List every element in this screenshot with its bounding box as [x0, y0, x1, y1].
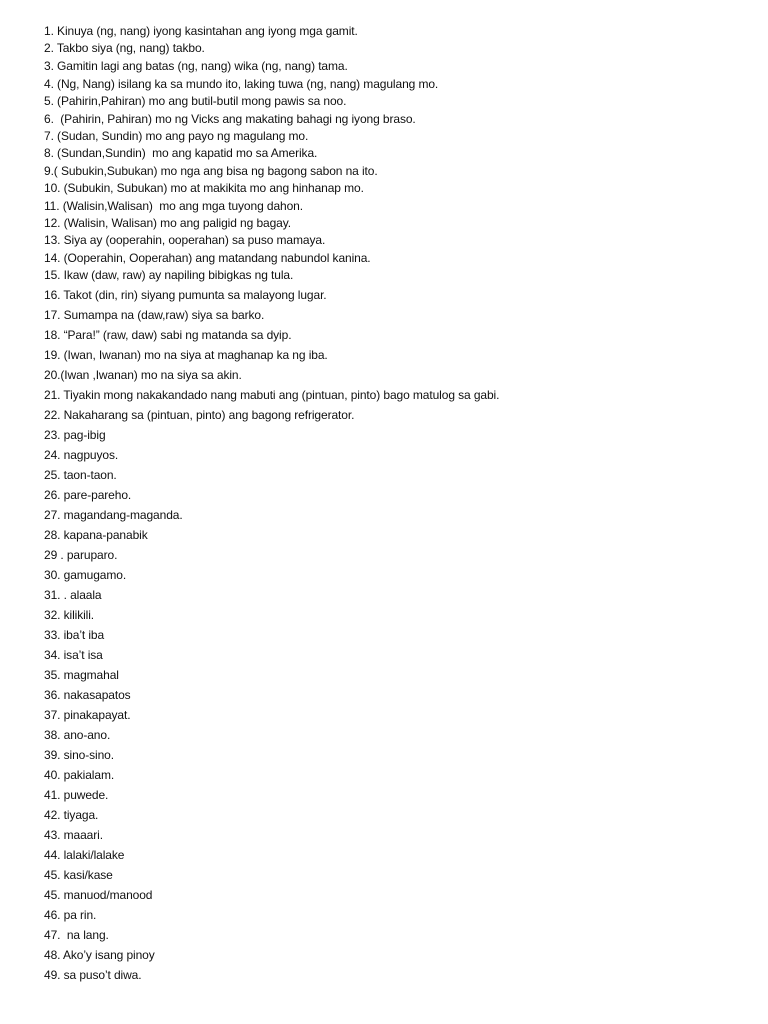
list-item: 36. nakasapatos	[44, 688, 131, 702]
list-item: 3. Gamitin lagi ang batas (ng, nang) wika (ng, nang) tama.	[44, 59, 348, 73]
list-item: 49. sa puso’t diwa.	[44, 968, 142, 982]
list-item: 42. tiyaga.	[44, 808, 99, 822]
list-item: 29 . paruparo.	[44, 548, 118, 562]
list-item: 2. Takbo siya (ng, nang) takbo.	[44, 41, 205, 55]
list-item: 14. (Ooperahin, Ooperahan) ang matandang nabundol kanina.	[44, 251, 371, 265]
list-item: 11. (Walisin,Walisan) mo ang mga tuyong dahon.	[44, 199, 303, 213]
list-item: 20.(Iwan ,Iwanan) mo na siya sa akin.	[44, 368, 242, 382]
list-item: 28. kapana-panabik	[44, 528, 148, 542]
list-item: 27. magandang-maganda.	[44, 508, 183, 522]
list-item: 45. kasi/kase	[44, 868, 113, 882]
list-item: 39. sino-sino.	[44, 748, 114, 762]
list-item: 19. (Iwan, Iwanan) mo na siya at maghanap ka ng iba.	[44, 348, 328, 362]
list-item: 6. (Pahirin, Pahiran) mo ng Vicks ang makating bahagi ng iyong braso.	[44, 112, 416, 126]
list-item: 5. (Pahirin,Pahiran) mo ang butil-butil mong pawis sa noo.	[44, 94, 347, 108]
list-item: 18. “Para!” (raw, daw) sabi ng matanda sa dyip.	[44, 328, 292, 342]
list-item: 13. Siya ay (ooperahin, ooperahan) sa puso mamaya.	[44, 233, 326, 247]
list-item: 17. Sumampa na (daw,raw) siya sa barko.	[44, 308, 265, 322]
list-item: 38. ano-ano.	[44, 728, 111, 742]
list-item: 16. Takot (din, rin) siyang pumunta sa malayong lugar.	[44, 288, 327, 302]
list-item: 33. iba’t iba	[44, 628, 105, 642]
list-item: 25. taon-taon.	[44, 468, 117, 482]
list-item: 41. puwede.	[44, 788, 109, 802]
list-item: 1. Kinuya (ng, nang) iyong kasintahan ang iyong mga gamit.	[44, 24, 358, 38]
list-item: 46. pa rin.	[44, 908, 97, 922]
list-item: 44. lalaki/lalake	[44, 848, 125, 862]
list-item: 31. . alaala	[44, 588, 102, 602]
list-item: 40. pakialam.	[44, 768, 115, 782]
list-item: 48. Ako’y isang pinoy	[44, 948, 155, 962]
list-item: 23. pag-ibig	[44, 428, 106, 442]
list-item: 12. (Walisin, Walisan) mo ang paligid ng bagay.	[44, 216, 291, 230]
list-item: 4. (Ng, Nang) isilang ka sa mundo ito, laking tuwa (ng, nang) magulang mo.	[44, 77, 439, 91]
list-item: 43. maaari.	[44, 828, 103, 842]
list-item: 34. isa’t isa	[44, 648, 103, 662]
list-item: 26. pare-pareho.	[44, 488, 132, 502]
list-item: 24. nagpuyos.	[44, 448, 119, 462]
list-item: 47. na lang.	[44, 928, 109, 942]
list-item: 22. Nakaharang sa (pintuan, pinto) ang bagong refrigerator.	[44, 408, 355, 422]
list-item: 10. (Subukin, Subukan) mo at makikita mo ang hinhanap mo.	[44, 181, 364, 195]
list-item: 37. pinakapayat.	[44, 708, 131, 722]
list-item: 30. gamugamo.	[44, 568, 127, 582]
list-item: 45. manuod/manood	[44, 888, 153, 902]
list-item: 35. magmahal	[44, 668, 119, 682]
list-item: 21. Tiyakin mong nakakandado nang mabuti ang (pintuan, pinto) bago matulog sa gabi.	[44, 388, 500, 402]
list-item: 9.( Subukin,Subukan) mo nga ang bisa ng bagong sabon na ito.	[44, 164, 378, 178]
list-item: 7. (Sudan, Sundin) mo ang payo ng magulang mo.	[44, 129, 309, 143]
list-item: 8. (Sundan,Sundin) mo ang kapatid mo sa Amerika.	[44, 146, 318, 160]
list-item: 15. Ikaw (daw, raw) ay napiling bibigkas ng tula.	[44, 268, 294, 282]
list-item: 32. kilikili.	[44, 608, 95, 622]
